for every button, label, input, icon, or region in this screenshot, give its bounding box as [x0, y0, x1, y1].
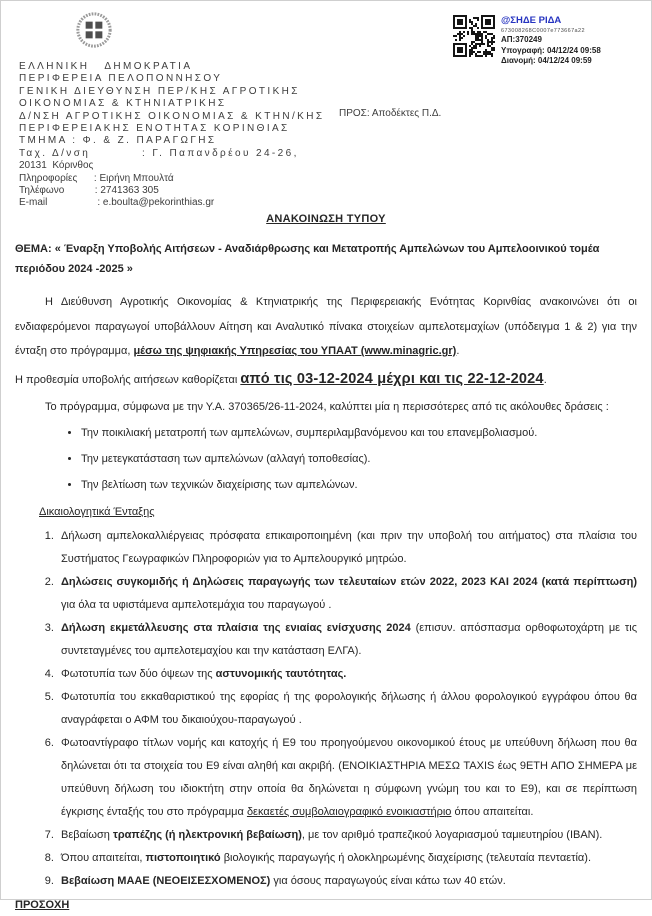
text-segment: από τις 03-12-2024 μέχρι και τις 22-12-2024 [240, 370, 544, 387]
agency-line: ΟΙΚΟΝΟΜΙΑΣ & ΚΤΗΝΙΑΤΡΙΚΗΣ [19, 98, 227, 110]
requirement-item [57, 870, 637, 893]
text-segment: τραπέζης (ή ηλεκτρονική βεβαίωση) [112, 828, 302, 841]
action-item: • Την ποικιλιακή μετατροπή των αμπελώνων, συμπεριλαμβανόμενου και του επανεμβολιασμού. [81, 422, 637, 445]
requirement-item [57, 732, 637, 824]
press-release-title [15, 213, 637, 225]
text-segment: (επισυν. απόσπασμα ορθοφωτοχάρτη με τις συντεταγμένες του αμπελοτεμαχίου και την κατάσταση ΕΛΓΑ). [61, 621, 637, 657]
text-segment: , με τον αριθμό τραπεζικού λογαριασμού ταμιευτηρίου (IBAN). [301, 828, 603, 841]
agency-line: ΕΛΛΗΝΙΚΗ ΔΗΜΟΚΡΑΤΙΑ [19, 61, 193, 72]
document-body [1, 213, 651, 916]
requirement-item [57, 617, 637, 663]
stamp-system-label: @ΣΗΔΕ ΡΙΔΑ [501, 15, 562, 26]
contact-line: Ταχ. Δ/νση : Γ. Παπανδρέου 24-26, [19, 147, 299, 159]
requirement-item [57, 663, 637, 686]
agency-lines [19, 61, 324, 148]
text-segment: Βεβαίωση ΜΑΑΕ (ΝΕΟΕΙΣΕΣΧΟΜΕΝΟΣ) [61, 874, 271, 887]
contact-line: E-mail : e.boulta@pekorinthias.gr [19, 197, 215, 209]
text-segment: Φωτοαντίγραφο τίτλων νομής και κατοχής ή Ε9 του προηγούμενου οικονομικού έτους με υπεύθυνη δήλωση που θα δηλώνεται ότι τα στοιχεία του Ε9 είναι αληθή και ακριβή. (ΕΝΟΙΚΙΑΣΤΗΡΙΑ ΜΕΣΩ TAXIS έως 9ΕΤΗ ΑΠΟ ΣΗΜΕΡΑ με υπεύθυνη δήλωση του ιδιοκτήτη στην οποία θα δηλώνεται η σύμφωνη γνώμη του και το Ε9), και σε περίπτωση έγκρισης ένταξής του στο πρόγραμμα [61, 736, 637, 818]
attention-heading: ΠΡΟΣΟΧΗ [15, 898, 70, 911]
requirements-list [15, 525, 637, 893]
requirements-heading: Δικαιολογητικά Ένταξης [39, 505, 155, 518]
text-segment: Όπου απαιτείται, [61, 851, 146, 864]
text-segment: για όσους παραγωγούς είναι κάτω των 40 ετών. [270, 874, 506, 887]
stamp-signature-date: Υπογραφή: 04/12/24 09:58 [501, 45, 601, 55]
stamp-text [501, 15, 601, 67]
action-item: • Την μετεγκατάσταση των αμπελώνων (αλλαγή τοποθεσίας). [81, 448, 637, 471]
requirement-item [57, 525, 637, 571]
text-segment: Η Διεύθυνση Αγροτικής Οικονομίας & Κτηνιατρικής της Περιφερειακής Ενότητας Κορινθίας ανακοινώνει ότι οι ενδιαφερόμενοι παραγωγοί υποβάλλουν Αίτηση και Αναλυτικό πίνακα στοιχείων αμπελοτεμαχίων (υπόδειγμα 1 & 2) για την ένταξη στο πρόγραμμα, [15, 296, 637, 357]
text-segment: Φωτοτυπία των δύο όψεων της [61, 667, 216, 680]
text-segment: Φωτοτυπία του εκκαθαριστικού της εφορίας ή της φορολογικής δήλωσης ή άλλου φορολογικού εγγράφου όπου θα αναγράφεται ο ΑΦΜ του δικαιούχου-παραγωγού . [61, 690, 637, 726]
agency-line: ΓΕΝΙΚΗ ΔΙΕΥΘΥΝΣΗ ΠΕΡ/ΚΗΣ ΑΓΡΟΤΙΚΗΣ [19, 85, 300, 97]
recipient-line: ΠΡΟΣ: Αποδέκτες Π.Δ. [339, 108, 442, 119]
text-segment: μέσω της ψηφιακής Υπηρεσίας του ΥΠΑΑΤ (www.minagric.gr) [133, 345, 457, 357]
text-segment: όπου απαιτείται. [451, 805, 534, 818]
requirement-item [57, 686, 637, 732]
agency-line: ΠΕΡΙΦΕΡΕΙΑ ΠΕΛΟΠΟΝΝΗΣΟΥ [19, 73, 223, 85]
stamp-hash: 673008268C0007e773667a22 [501, 28, 585, 34]
requirement-item [57, 824, 637, 847]
contact-lines [19, 148, 324, 210]
text-segment: βιολογικής παραγωγής ή ολοκληρωμένης διαχείρισης (τελευταία πενταετία). [220, 851, 591, 864]
contact-line: 20131 Κόρινθος [19, 160, 94, 172]
actions-list [15, 422, 637, 497]
press-release-title-text: ΑΝΑΚΟΙΝΩΣΗ ΤΥΠΟΥ [266, 213, 386, 225]
requirement-item [57, 847, 637, 870]
intro-paragraph [15, 290, 637, 364]
deadline-paragraph [15, 366, 637, 393]
text-segment: . [456, 345, 460, 357]
agency-line: ΤΜΗΜΑ : Φ. & Ζ. ΠΑΡΑΓΩΓΗΣ [19, 135, 217, 147]
action-item: • Την βελτίωση των τεχνικών διαχείρισης των αμπελώνων. [81, 474, 637, 497]
text-segment: Δήλωση αμπελοκαλλιέργειας πρόσφατα επικαιροποιημένη (και πριν την υποβολή του αιτήματος) στα πλαίσια του Συστήματος Γεωγραφικών Πληροφοριών για το Αμπελουργικό μητρώο. [61, 529, 637, 565]
contact-line: Τηλέφωνο : 2741363 305 [19, 185, 159, 197]
text-segment: δεκαετές συμβολαιογραφικό ενοικιαστήριο [246, 805, 452, 818]
greek-national-emblem-icon [75, 11, 113, 49]
agency-line: ΠΕΡΙΦΕΡΕΙΑΚΗΣ ΕΝΟΤΗΤΑΣ ΚΟΡΙΝΘΙΑΣ [19, 123, 290, 135]
text-segment: Η προθεσμία υποβολής αιτήσεων καθορίζεται [15, 373, 241, 386]
digital-signature-stamp [453, 15, 601, 67]
qr-code [453, 15, 495, 57]
agency-block [19, 61, 324, 210]
letterhead [1, 1, 651, 209]
text-segment: . [543, 373, 547, 386]
stamp-distribution-date: Διανομή: 04/12/24 09:59 [501, 56, 592, 65]
stamp-protocol-number: ΑΠ:370249 [501, 35, 542, 44]
requirement-item [57, 571, 637, 617]
contact-line: Πληροφορίες : Ειρήνη Μπουλτά [19, 172, 174, 184]
subject-line: ΘΕΜΑ: « Έναρξη Υποβολής Αιτήσεων - Αναδιάρθρωσης και Μετατροπής Αμπελώνων του Αμπελοοινικού τομέα περιόδου 2024 -2025 » [15, 243, 600, 275]
text-segment: πιστοποιητικό [145, 851, 221, 864]
text-segment: για όλα τα υφιστάμενα αμπελοτεμάχια του παραγωγού . [61, 598, 332, 611]
text-segment: Δήλωση εκμετάλλευσης στα πλαίσια της ενιαίας ενίσχυσης 2024 [61, 621, 411, 634]
text-segment: Δηλώσεις συγκομιδής ή Δηλώσεις παραγωγής των τελευταίων ετών 2022, 2023 ΚΑΙ 2024 (κατά περίπτωση) [61, 575, 637, 588]
agency-line: Δ/ΝΣΗ ΑΓΡΟΤΙΚΗΣ ΟΙΚΟΝΟΜΙΑΣ & ΚΤΗΝ/ΚΗΣ [19, 110, 325, 122]
program-paragraph: Το πρόγραμμα, σύμφωνα με την Υ.Α. 370365/26-11-2024, καλύπτει μία η περισσότερες από τις ακόλουθες δράσεις : [45, 400, 609, 413]
text-segment: Βεβαίωση [61, 828, 113, 841]
text-segment: αστυνομικής ταυτότητας. [215, 667, 347, 680]
